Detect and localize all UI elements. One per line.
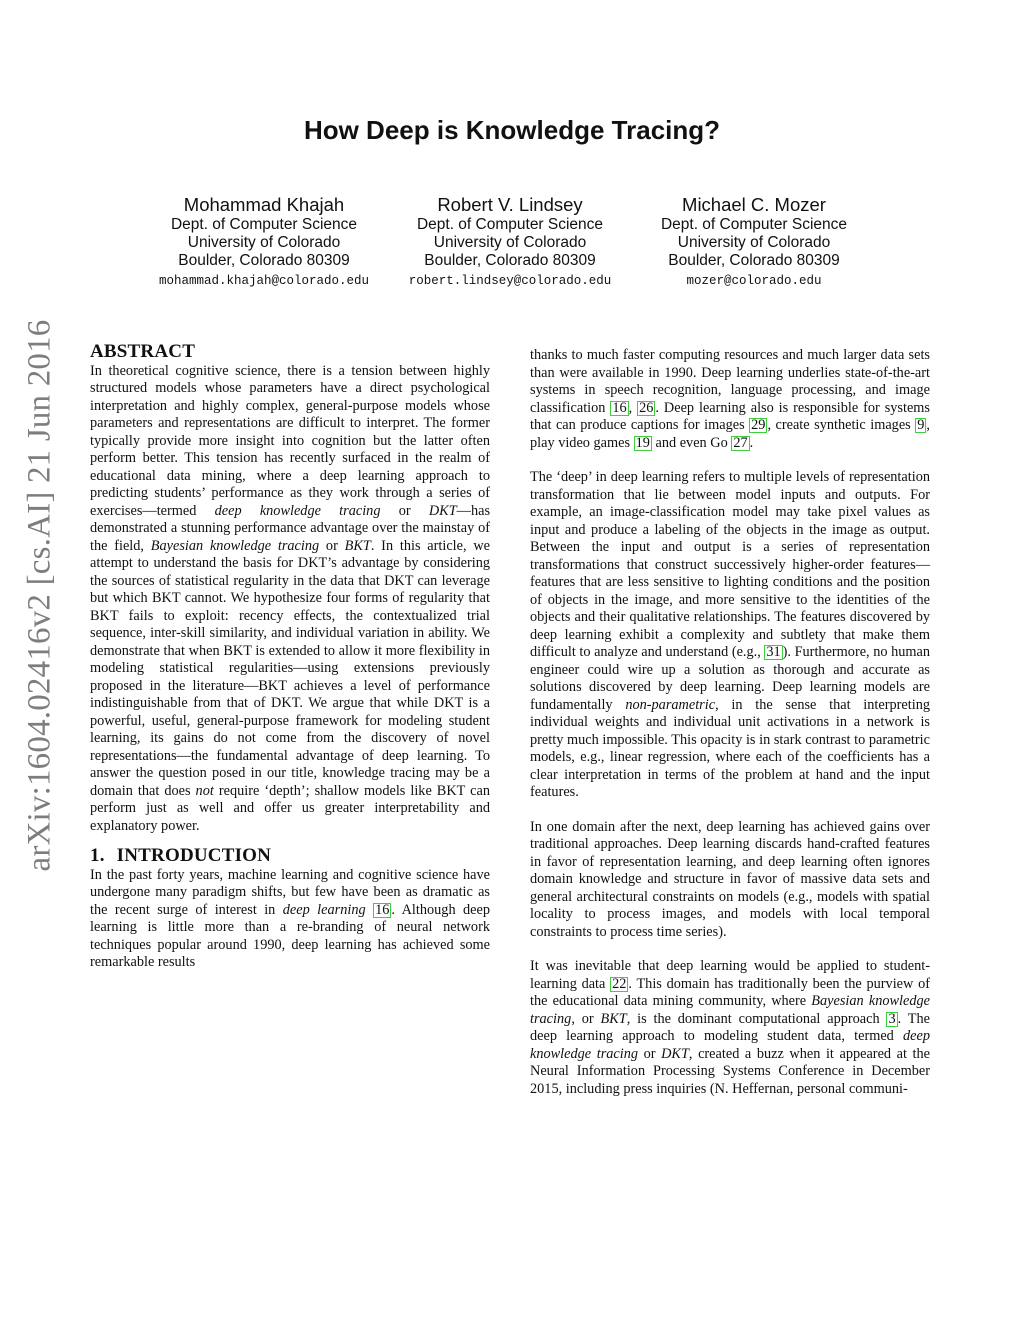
citation-link[interactable]: 16	[612, 399, 627, 416]
emphasis: BKT	[600, 1010, 627, 1027]
citation-link[interactable]: 22	[612, 975, 627, 992]
author-email: mohammad.khajah@colorado.edu	[158, 274, 370, 288]
emphasis: deep knowledge tracing	[530, 1028, 930, 1062]
citation-link[interactable]: 16	[375, 901, 390, 918]
author-email: mozer@colorado.edu	[686, 274, 822, 288]
emphasis: non-parametric	[625, 696, 716, 713]
author-univ: University of Colorado	[677, 234, 831, 251]
section-number: 1.	[90, 845, 105, 866]
left-column	[90, 343, 490, 972]
citation-link[interactable]: 27	[733, 434, 748, 451]
paper-title: How Deep is Knowledge Tracing?	[303, 115, 721, 145]
author-dept: Dept. of Computer Science	[416, 216, 604, 233]
author-name: Robert V. Lindsey	[437, 194, 583, 215]
emphasis: Bayesian knowledge tracing	[530, 993, 930, 1027]
abstract-heading: ABSTRACT	[90, 341, 196, 362]
citation-link[interactable]: 29	[751, 417, 766, 433]
intro-paragraph: In the past forty years, machine learning and cognitive science have undergone many paradigm shifts, but few have been as dramatic as the recent surge of interest in deep learning 16 . Although deep learning is little more than a re-branding of neural network techniques popular around 1990, deep learning has achieved some remarkable results	[90, 866, 491, 970]
emphasis: deep learning	[282, 901, 366, 918]
student-learning-paragraph: It was inevitable that deep learning would be applied to student-learning data 22 . This domain has traditionally been the purview of the educational data mining community, where Bayesian knowledge tracing, or BKT, is the dominant computational approach 3 . The deep learning approach to modeling student data, termed deep knowledge tracing or DKT, created a buzz when it appeared at the Neural Information Processing Systems Conference in December 2015, including press inquiries (N. Heffernan, personal communi-	[530, 958, 931, 1097]
author-dept: Dept. of Computer Science	[170, 216, 358, 233]
author-name: Mohammad Khajah	[183, 194, 345, 215]
emphasis: not	[195, 782, 214, 799]
emphasis: BKT	[344, 537, 371, 554]
section-title: INTRODUCTION	[116, 845, 272, 866]
intro-heading	[90, 847, 490, 865]
author-city: Boulder, Colorado 80309	[424, 252, 596, 269]
author-block-3	[624, 194, 884, 292]
domain-gains-paragraph: In one domain after the next, deep learning has achieved gains over traditional approaches. Deep learning discards hand-crafted features in favor of representation learning, and deep learning often ignores domain knowledge and structure in favor of massive data sets and general architectural constraints on models (e.g., models with spatial locality to process images, and models with local temporal constraints to process time series).	[530, 818, 930, 940]
author-city: Boulder, Colorado 80309	[178, 252, 350, 269]
citation-link[interactable]: 9	[917, 417, 925, 433]
author-univ: University of Colorado	[187, 234, 341, 251]
right-column	[530, 347, 930, 1098]
citation-link[interactable]: 26	[639, 399, 654, 416]
emphasis: DKT	[428, 502, 457, 519]
author-email: robert.lindsey@colorado.edu	[408, 274, 612, 288]
author-block-1	[134, 194, 394, 292]
arxiv-identifier	[10, 240, 70, 950]
citation-link[interactable]: 3	[888, 1010, 896, 1027]
arxiv-identifier-text: arXiv:1604.02416v2 [cs.AI] 21 Jun 2016	[21, 318, 58, 872]
author-univ: University of Colorado	[433, 234, 587, 251]
citation-link[interactable]: 31	[766, 644, 781, 660]
author-block-2	[380, 194, 640, 292]
emphasis: deep knowledge tracing	[214, 502, 381, 519]
author-name: Michael C. Mozer	[682, 194, 826, 215]
deep-meaning-paragraph: The ‘deep’ in deep learning refers to multiple levels of representation transformation that lie between model inputs and outputs. For example, an image-classification model may take pixel values as input and produce a labeling of the objects in the image as output. Between the input and output is a series of representation transformations that construct successively higher-order features—features that are less sensitive to lighting conditions and the position of objects in the image, and more sensitive to the identities of the objects and their qualitative relationships. The features discovered by deep learning exhibit a complexity and subtlety that make them difficult to analyze and understand (e.g., 31 ). Furthermore, no human engineer could wire up a solution as thorough and accurate as solutions discovered by deep learning. Deep learning models are fundamentally non-parametric, in the sense that interpreting individual weights and individual unit activations in a network is pretty much impossible. This opacity is in stark contrast to parametric models, e.g., linear regression, where each of the coefficients has a clear interpretation in terms of the problem at hand and the input features.	[530, 469, 930, 800]
emphasis: Bayesian knowledge tracing	[150, 537, 320, 554]
author-dept: Dept. of Computer Science	[660, 216, 848, 233]
abstract-text: In theoretical cognitive science, there is a tension between highly structured models whose parameters have a direct psychological interpretation and highly complex, general-purpose models whose parameters and representations are difficult to interpret. The former typically provide more insight into cognition but the latter often perform better. This tension has recently surfaced in the realm of educational data mining, where a deep learning approach to predicting students’ performance as they work through a series of exercises—termed deep knowledge tracing or DKT—has demonstrated a stunning performance advantage over the mainstay of the field, Bayesian knowledge tracing or BKT. In this article, we attempt to understand the basis for DKT’s advantage by considering the sources of statistical regularity in the data that DKT can leverage but which BKT cannot. We hypothesize four forms of regularity that BKT fails to exploit: recency effects, the contextualized trial sequence, inter-skill similarity, and individual variation in ability. We demonstrate that when BKT is extended to allow it more flexibility in modeling statistical regularities—using extensions previously proposed in the literature—BKT achieves a level of performance indistinguishable from that of DKT. We argue that while DKT is a powerful, useful, general-purpose framework for modeling student learning, its gains do not come from the discovery of novel representations—the fundamental advantage of deep learning. To answer the question posed in our title, knowledge tracing may be a domain that does not require ‘depth’; shallow models like BKT can perform just as well and offer us greater interpretability and explanatory power.	[90, 362, 491, 834]
intro-paragraph-continued: thanks to much faster computing resources and much larger data sets than were available in 1990. Deep learning underlies state-of-the-art systems in speech recognition, language processing, and image classification 16 , 26 . Deep learning also is responsible for systems that can produce captions for images 29 , create synthetic images 9 , play video games 19 and even Go 27 .	[530, 347, 930, 451]
citation-link[interactable]: 19	[635, 434, 650, 451]
emphasis: DKT	[661, 1045, 689, 1062]
author-city: Boulder, Colorado 80309	[668, 252, 840, 269]
